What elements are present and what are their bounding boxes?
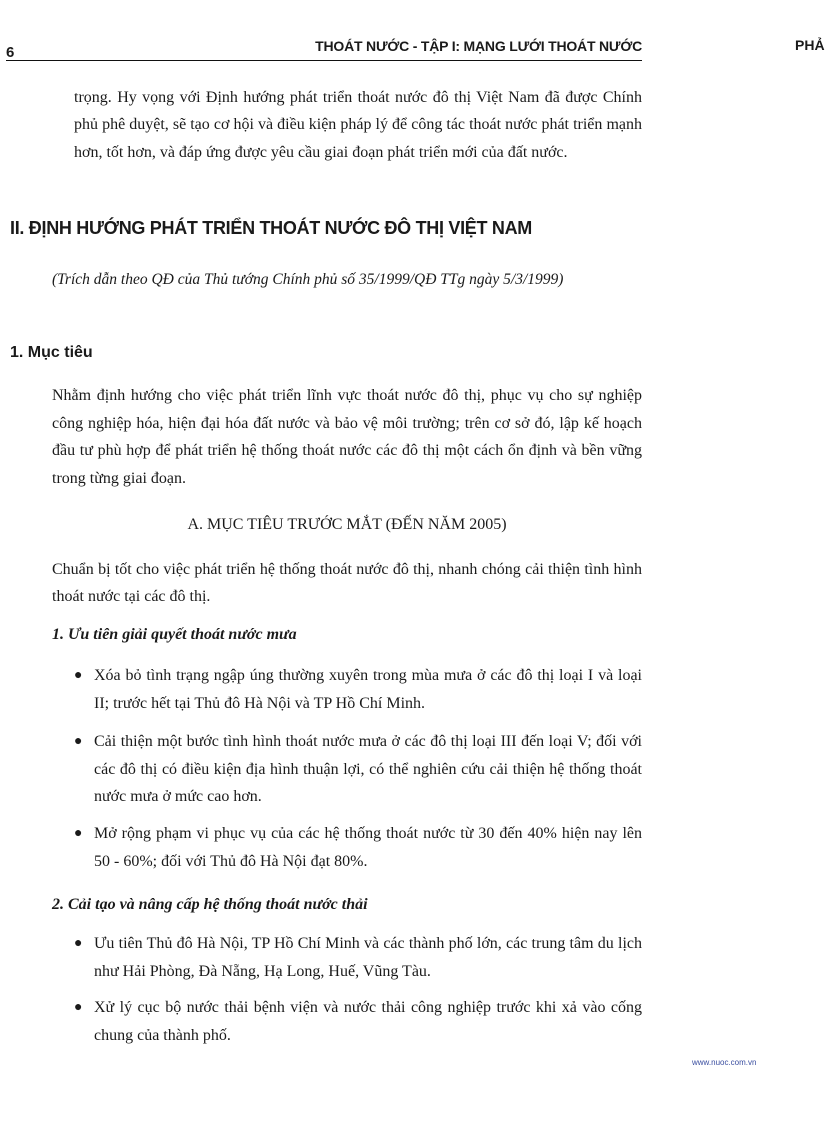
item2-heading: 2. Cải tạo và nâng cấp hệ thống thoát nước thải xyxy=(52,896,368,913)
citation: (Trích dẫn theo QĐ của Thủ tướng Chính phủ số 35/1999/QĐ TTg ngày 5/3/1999) xyxy=(52,271,564,288)
list-item xyxy=(74,820,642,875)
goal-paragraph xyxy=(52,382,642,492)
running-title-next-page: PHẢ xyxy=(795,37,825,53)
intro-paragraph-text: trọng. Hy vọng với Định hướng phát triển thoát nước đô thị Việt Nam đã được Chính phủ phê duyệt, sẽ tạo cơ hội và điều kiện pháp lý để công tác thoát nước phát triển mạnh hơn, tốt hơn, và đáp ứng được yêu cầu giai đoạn phát triển mới của đất nước. xyxy=(74,89,642,161)
section-heading: II. ĐỊNH HƯỚNG PHÁT TRIỂN THOÁT NƯỚC ĐÔ THỊ VIỆT NAM xyxy=(10,218,532,238)
intro-paragraph xyxy=(74,84,642,166)
list-item xyxy=(74,662,642,717)
goal-paragraph-text: Nhằm định hướng cho việc phát triển lĩnh vực thoát nước đô thị, phục vụ cho sự nghiệp công nghiệp hóa, hiện đại hóa đất nước và bảo vệ môi trường; trên cơ sở đó, lập kế hoạch đầu tư phù hợp để phát triển hệ thống thoát nước các đô thị một cách ổn định và bền vững trong từng giai đoạn. xyxy=(52,387,642,487)
page-number: 6 xyxy=(6,44,15,61)
list-item-text: Mở rộng phạm vi phục vụ của các hệ thống thoát nước từ 30 đến 40% hiện nay lên 50 - 60%; đối với Thủ đô Hà Nội đạt 80%. xyxy=(94,825,642,870)
list-item-text: Ưu tiên Thủ đô Hà Nội, TP Hồ Chí Minh và các thành phố lớn, các trung tâm du lịch như Hải Phòng, Đà Nẵng, Hạ Long, Huế, Vũng Tàu. xyxy=(94,935,642,980)
item1-heading: 1. Ưu tiên giải quyết thoát nước mưa xyxy=(52,626,297,643)
bullet-dot-icon: ● xyxy=(74,1000,83,1015)
list-item xyxy=(74,994,642,1049)
list-item xyxy=(74,930,642,985)
centered-heading: A. MỤC TIÊU TRƯỚC MẮT (ĐẾN NĂM 2005) xyxy=(187,516,507,533)
list-item-text: Cải thiện một bước tình hình thoát nước mưa ở các đô thị loại III đến loại V; đối với các đô thị có điều kiện địa hình thuận lợi, có thể nghiên cứu cải thiện hệ thống thoát nước mưa ở mức cao hơn. xyxy=(94,733,642,805)
bullet-dot-icon: ● xyxy=(74,826,83,841)
list-item-text: Xử lý cục bộ nước thải bệnh viện và nước thải công nghiệp trước khi xả vào cống chung của thành phố. xyxy=(94,999,642,1044)
footer-url[interactable]: www.nuoc.com.vn xyxy=(692,1058,757,1067)
bullet-dot-icon: ● xyxy=(74,734,83,749)
list-item xyxy=(74,728,642,811)
subsection-heading: 1. Mục tiêu xyxy=(10,344,93,361)
list-item-text: Xóa bỏ tình trạng ngập úng thường xuyên trong mùa mưa ở các đô thị loại I và loại II; trước hết tại Thủ đô Hà Nội và TP Hồ Chí Minh. xyxy=(94,667,642,712)
running-title: THOÁT NƯỚC - TẬP I: MẠNG LƯỚI THOÁT NƯỚC xyxy=(315,38,642,54)
bullet-dot-icon: ● xyxy=(74,936,83,951)
header-rule xyxy=(6,60,642,61)
prep-paragraph-text: Chuẩn bị tốt cho việc phát triển hệ thống thoát nước đô thị, nhanh chóng cải thiện tình hình thoát nước tại các đô thị. xyxy=(52,561,642,606)
bullet-dot-icon: ● xyxy=(74,668,83,683)
prep-paragraph xyxy=(52,556,642,611)
